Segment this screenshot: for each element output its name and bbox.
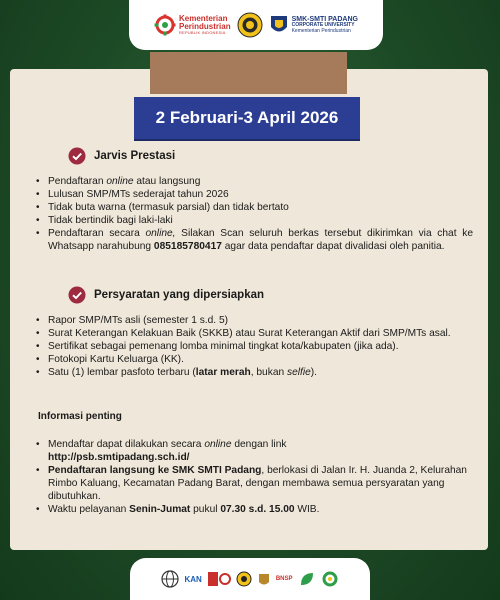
- informasi-list: [33, 438, 473, 516]
- kan-logo: KAN: [184, 574, 202, 584]
- garuda-logo-icon: [257, 570, 271, 588]
- date-banner: 2 Februari-3 April 2026: [134, 97, 360, 139]
- check-circle-icon: [68, 286, 86, 304]
- section-jarvis: [68, 147, 175, 165]
- gear-logo-icon: [321, 570, 339, 588]
- list-item: • Pendaftaran secara online, Silakan Scan seluruh berkas tersebut dikirimkan via chat ke Whatsapp narahubung 085185780417 agar data pendaftar dapat divalidasi oleh panitia.: [33, 227, 473, 253]
- list-item: • Satu (1) lembar pasfoto terbaru (latar merah, bukan selfie).: [33, 366, 473, 379]
- kemenperin-gear-icon: [154, 14, 176, 36]
- registration-link[interactable]: http://psb.smtipadang.sch.id/: [48, 452, 190, 463]
- list-item: • Lulusan SMP/MTs sederajat tahun 2026: [33, 188, 473, 201]
- smk-shield-icon: [269, 14, 289, 36]
- kemenperin-logo: [154, 14, 231, 36]
- header-logos: [129, 0, 383, 50]
- list-item: • Rapor SMP/MTs asli (semester 1 s.d. 5): [33, 314, 473, 327]
- smk-line1: SMK-SMTI PADANG: [291, 16, 358, 24]
- leaf-logo-icon: [298, 570, 316, 588]
- smk-line3: Kementerian Perindustrian: [291, 27, 351, 34]
- kemenperin-line1: Kementerian: [179, 13, 228, 23]
- list-item: • Surat Keterangan Kelakuan Baik (SKKB) atau Surat Keterangan Aktif dari SMP/MTs asal.: [33, 327, 473, 340]
- list-item: • Pendaftaran langsung ke SMK SMTI Padang, berlokasi di Jalan Ir. H. Juanda 2, Kelurahan Rimbo Kaluang, Kecamatan Padang Barat, dengan membawa semua persyaratan yang dibutuhkan.: [33, 464, 473, 503]
- informasi-title: Informasi penting: [38, 411, 122, 422]
- list-item: • Tidak bertindik bagi laki-laki: [33, 214, 473, 227]
- kemenperin-line3: REPUBLIK INDONESIA: [179, 30, 226, 36]
- list-item: • Waktu pelayanan Senin-Jumat pukul 07.30 s.d. 15.00 WIB.: [33, 503, 473, 516]
- list-item: • Sertifikat sebagai pemenang lomba minimal tingkat kota/kabupaten (jika ada).: [33, 340, 473, 353]
- check-circle-icon: [68, 147, 86, 165]
- decorative-tab: [150, 52, 347, 94]
- section-persyaratan: [68, 286, 264, 304]
- kemenperin-line2: Perindustrian: [179, 21, 231, 31]
- section-jarvis-title: Jarvis Prestasi: [94, 150, 176, 162]
- list-item: • Pendaftaran online atau langsung: [33, 175, 473, 188]
- list-item: • Tidak buta warna (termasuk parsial) dan tidak bertato: [33, 201, 473, 214]
- list-item: • Fotokopi Kartu Keluarga (KK).: [33, 353, 473, 366]
- school-seal-icon: [237, 12, 263, 38]
- section-persyaratan-title: Persyaratan yang dipersiapkan: [94, 289, 265, 301]
- globe-logo-icon: [161, 570, 179, 588]
- bnsp-logo: BNSP: [275, 576, 293, 582]
- jarvis-list: [33, 175, 473, 253]
- list-item: • Mendaftar dapat dilakukan secara online dengan link http://psb.smtipadang.sch.id/: [33, 438, 473, 464]
- footer-logos: [130, 558, 370, 600]
- seal-logo-icon: [236, 570, 252, 588]
- smk-line2: CORPORATE UNIVERSITY: [291, 22, 355, 29]
- smk-smti-logo: [269, 14, 358, 36]
- iso-logo-icon: [207, 570, 231, 588]
- persyaratan-list: [33, 314, 473, 379]
